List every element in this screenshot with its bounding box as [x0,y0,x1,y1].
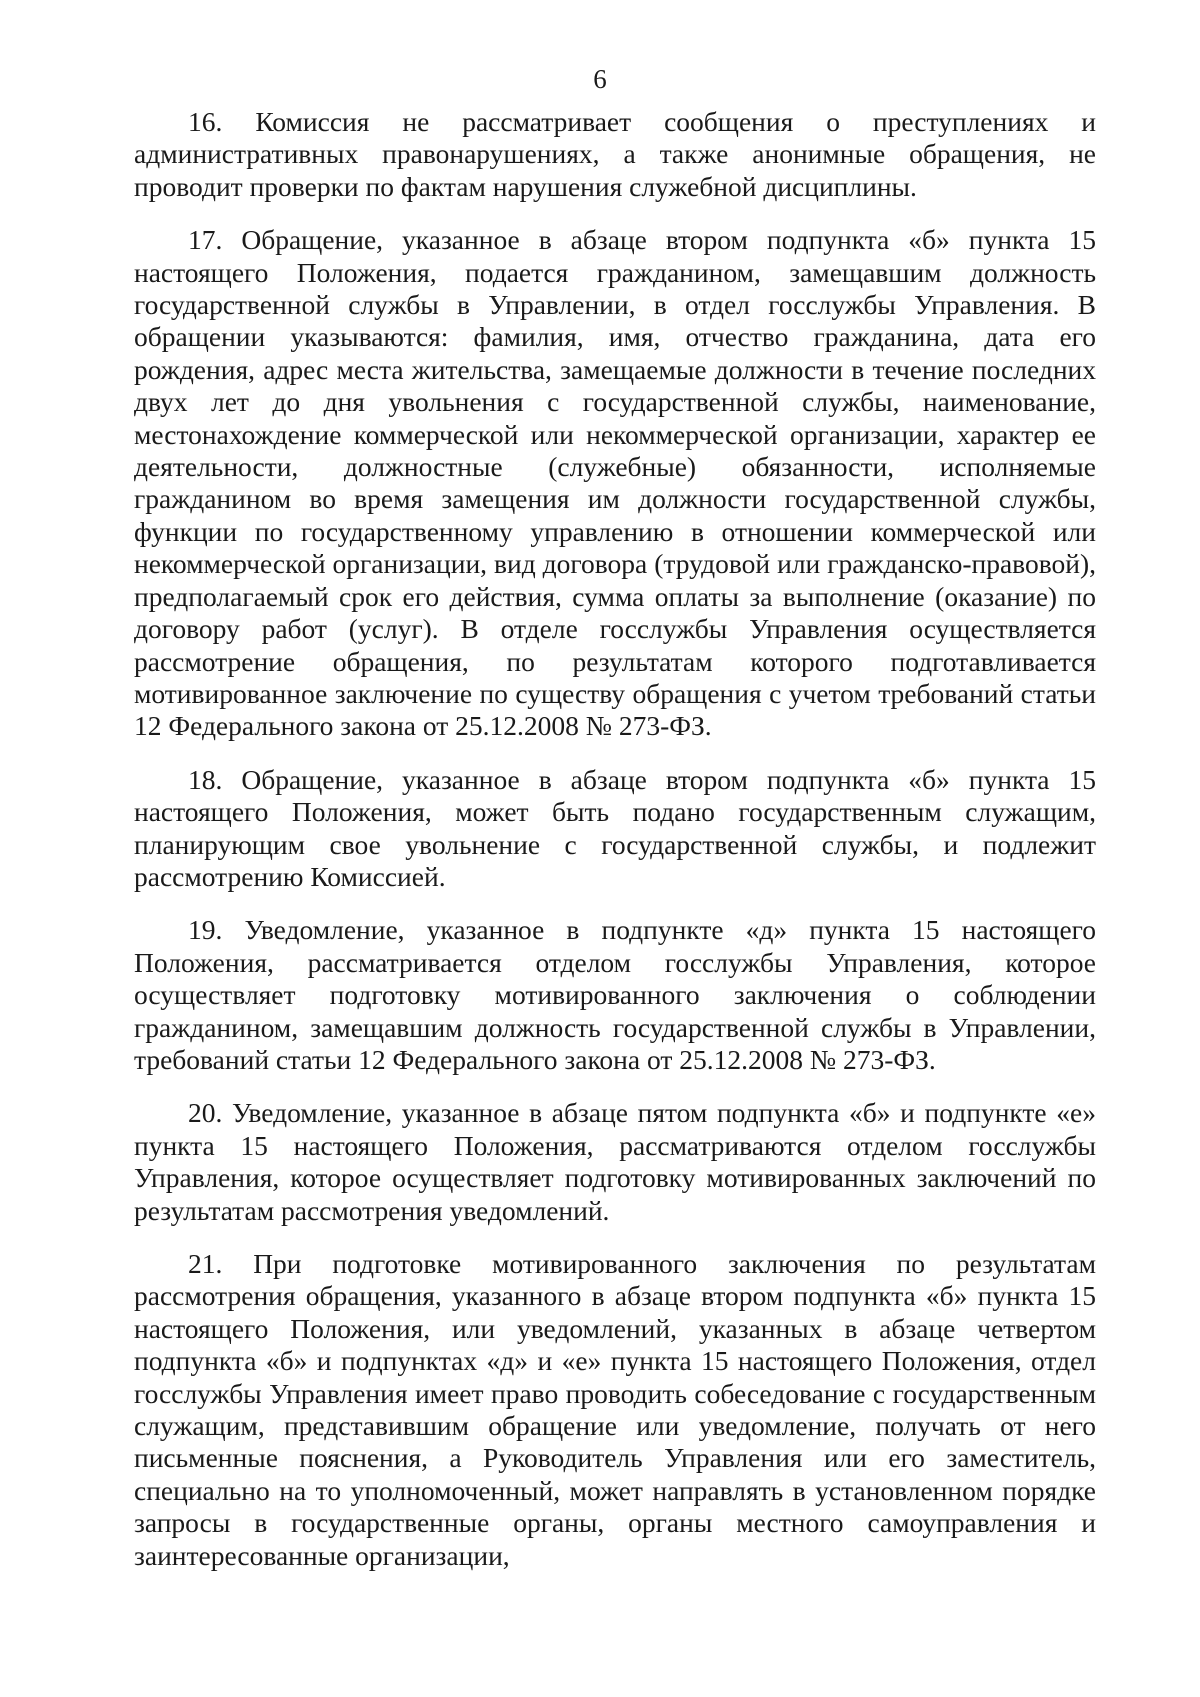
paragraph-18: 18. Обращение, указанное в абзаце втором подпункта «б» пункта 15 настоящего Положения, может быть подано государственным служащим, планирующим свое увольнение с государственной службы, и подлежит рассмотрению Комиссией. [134,763,1096,892]
paragraph-20: 20. Уведомление, указанное в абзаце пятом подпункта «б» и подпункте «е» пункта 15 настоящего Положения, рассматриваются отделом госслужбы Управления, которое осуществляет подготовку мотивированных заключений по результатам рассмотрения уведомлений. [134,1097,1096,1226]
paragraph-19: 19. Уведомление, указанное в подпункте «д» пункта 15 настоящего Положения, рассматривается отделом госслужбы Управления, которое осуществляет подготовку мотивированного заключения о соблюдении гражданином, замещавшим должность государственной службы в Управлении, требований статьи 12 Федерального закона от 25.12.2008 № 273-ФЗ. [134,914,1096,1075]
document-body [134,106,1096,1593]
paragraph-16: 16. Комиссия не рассматривает сообщения о преступлениях и административных правонарушениях, а также анонимные обращения, не проводит проверки по фактам нарушения служебной дисциплины. [134,106,1096,202]
paragraph-21: 21. При подготовке мотивированного заключения по результатам рассмотрения обращения, указанного в абзаце втором подпункта «б» пункта 15 настоящего Положения, или уведомлений, указанных в абзаце четвертом подпункта «б» и подпунктах «д» и «е» пункта 15 настоящего Положения, отдел госслужбы Управления имеет право проводить собеседование с государственным служащим, представившим обращение или уведомление, получать от него письменные пояснения, а Руководитель Управления или его заместитель, специально на то уполномоченный, может направлять в установленном порядке запросы в государственные органы, органы местного самоуправления и заинтересованные организации, [134,1248,1096,1571]
paragraph-17: 17. Обращение, указанное в абзаце втором подпункта «б» пункта 15 настоящего Положения, подается гражданином, замещавшим должность государственной службы в Управлении, в отдел госслужбы Управления. В обращении указываются: фамилия, имя, отчество гражданина, дата его рождения, адрес места жительства, замещаемые должности в течение последних двух лет до дня увольнения с государственной службы, наименование, местонахождение коммерческой или некоммерческой организации, характер ее деятельности, должностные (служебные) обязанности, исполняемые гражданином во время замещения им должности государственной службы, функции по государственному управлению в отношении коммерческой или некоммерческой организации, вид договора (трудовой или гражданско-правовой), предполагаемый срок его действия, сумма оплаты за выполнение (оказание) по договору работ (услуг). В отделе госслужбы Управления осуществляется рассмотрение обращения, по результатам которого подготавливается мотивированное заключение по существу обращения с учетом требований статьи 12 Федерального закона от 25.12.2008 № 273-ФЗ. [134,224,1096,742]
page-number: 6 [593,64,607,94]
